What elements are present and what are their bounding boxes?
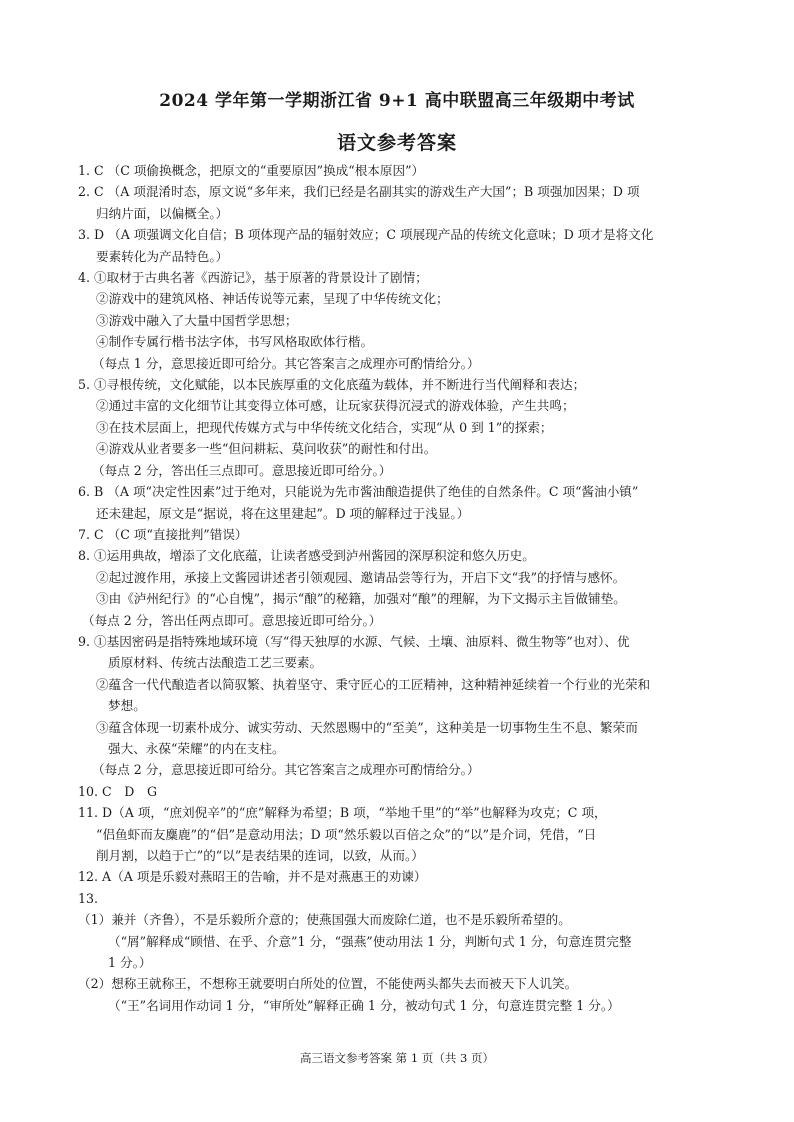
answer-line: 13. <box>78 890 99 906</box>
answer-line: 1 分。） <box>108 955 152 971</box>
answer-list <box>78 160 734 1016</box>
answer-line: 还未建起，原文是“据说，将在这里建起”。D 项的解释过于浅显。） <box>96 505 470 521</box>
answer-line: 7. C （C 项“直接批判”错误） <box>78 526 248 542</box>
answer-line: 要素转化为产品特色。） <box>96 248 229 264</box>
answer-line: 质原材料、传统古法酿造工艺三要素。 <box>108 655 323 671</box>
answer-line: 梦想。 <box>108 698 146 714</box>
answer-line: 2. C （A 项混淆时态，原文说“多年来，我们已经是名副其实的游戏生产大国”；B 项强加因果；D 项 <box>78 184 640 200</box>
answer-line: ④游戏从业者要多一些“但问耕耘、莫问收获”的耐性和付出。 <box>96 441 437 457</box>
answer-line: （每点 2 分，答出任两点即可。意思接近即可给分。） <box>82 612 382 628</box>
answer-line: 8. ①运用典故，增添了文化底蕴，让读者感受到泸州酱园的深厚积淀和悠久历史。 <box>78 548 535 564</box>
answer-line: 6. B （A 项“决定性因素”过于绝对，只能说为先市酱油酿造提供了绝佳的自然条件。C 项“酱油小镇” <box>78 484 639 500</box>
answer-line: （“屑”解释成“顾惜、在乎、介意”1 分，“强燕”使动用法 1 分，判断句式 1 分，句意连贯完整 <box>108 933 632 949</box>
answer-line: ②蕴含一代代酿造者以简驭繁、执着坚守、秉守匠心的工匠精神，这种精神延续着一个行业的光荣和 <box>96 676 651 692</box>
answer-line: ②通过丰富的文化细节让其变得立体可感，让玩家获得沉浸式的游戏体验，产生共鸣； <box>96 398 575 414</box>
answer-line: ③游戏中融入了大量中国哲学思想； <box>96 312 298 328</box>
answer-line: 削月割，以趋于亡”的“以”是表结果的连词，以致，从而。） <box>96 848 424 863</box>
answer-line: （每点 2 分，答出任三点即可。意思接近即可给分。） <box>92 462 392 478</box>
answer-line: 5. ①寻根传统，文化赋能，以本民族厚重的文化底蕴为载体，并不断进行当代阐释和表达； <box>78 377 586 393</box>
answer-line: ④制作专属行楷书法字体，书写风格取欧体行楷。 <box>96 334 374 350</box>
answer-line: ②游戏中的建筑风格、神话传说等元素，呈现了中华传统文化； <box>96 291 449 307</box>
answer-line: （每点 1 分，意思接近即可给分。其它答案言之成理亦可酌情给分。） <box>92 355 480 371</box>
answer-key-title: 语文参考答案 <box>336 132 457 154</box>
answer-line: ③蕴含体现一切素朴成分、诚实劳动、天然恩赐中的“至美”，这种美是一切事物生生不息、繁荣而 <box>96 719 638 735</box>
answer-line: ③由《泸州纪行》的“心自愧”，揭示“酿”的秘籍，加强对“酿”的理解，为下文揭示主旨做铺垫。 <box>96 591 626 607</box>
answer-line: 12. A（A 项是乐毅对燕昭王的告喻，并不是对燕惠王的劝谏） <box>78 869 427 885</box>
answer-line: 归纳片面，以偏概全。） <box>96 205 229 221</box>
exam-title: 2024 学年第一学期浙江省 9+1 高中联盟高三年级期中考试 <box>159 91 635 111</box>
answer-line: 强大、永葆“荣耀”的内在支柱。 <box>108 740 285 756</box>
answer-line: （2）想称王就称王，不想称王就要明白所处的位置，不能使两头都失去而被天下人讥笑。 <box>78 976 578 992</box>
answer-line: （每点 2 分，意思接近即可给分。其它答案言之成理亦可酌情给分。） <box>92 762 480 778</box>
answer-line: 4. ①取材于古典名著《西游记》，基于原著的背景设计了剧情； <box>78 270 428 286</box>
answer-line: （1）兼并（齐鲁），不是乐毅所介意的；使燕国强大而废除仁道，也不是乐毅所希望的。 <box>78 912 571 928</box>
answer-line: （“王”名词用作动词 1 分，“审所处”解释正确 1 分，被动句式 1 分，句意连贯完整 1 分。） <box>108 997 620 1013</box>
answer-line: 3. D （A 项强调文化自信；B 项体现产品的辐射效应；C 项展现产品的传统文化意味；D 项才是将文化 <box>78 227 654 243</box>
answer-line: “侣鱼虾而友麋鹿”的“侣”是意动用法；D 项“然乐毅以百倍之众”的“以”是介词，凭借，“日 <box>96 826 597 842</box>
answer-line: 9. ①基因密码是指特殊地域环境（写“得天独厚的水源、气候、土壤、油原料、微生物等”也对）、优 <box>78 633 630 649</box>
answer-line: 11. D（A 项，“庶刘倪辛”的“庶”解释为希望；B 项，“举地千里”的“举”也解释为攻克；C 项， <box>78 805 607 821</box>
answer-line: 1. C （C 项偷换概念，把原文的“重要原因”换成“根本原因”） <box>78 163 425 178</box>
answer-line: ③在技术层面上，把现代传媒方式与中华传统文化结合，实现“从 0 到 1”的探索； <box>96 419 553 435</box>
answer-line: ②起过渡作用，承接上文酱园讲述者引领观园、邀请品尝等行为，开启下文“我”的抒情与感怀。 <box>96 569 626 585</box>
page-footer: 高三语文参考答案 第 1 页（共 3 页） <box>300 1051 494 1065</box>
answer-line: 10. C D G <box>78 783 158 799</box>
